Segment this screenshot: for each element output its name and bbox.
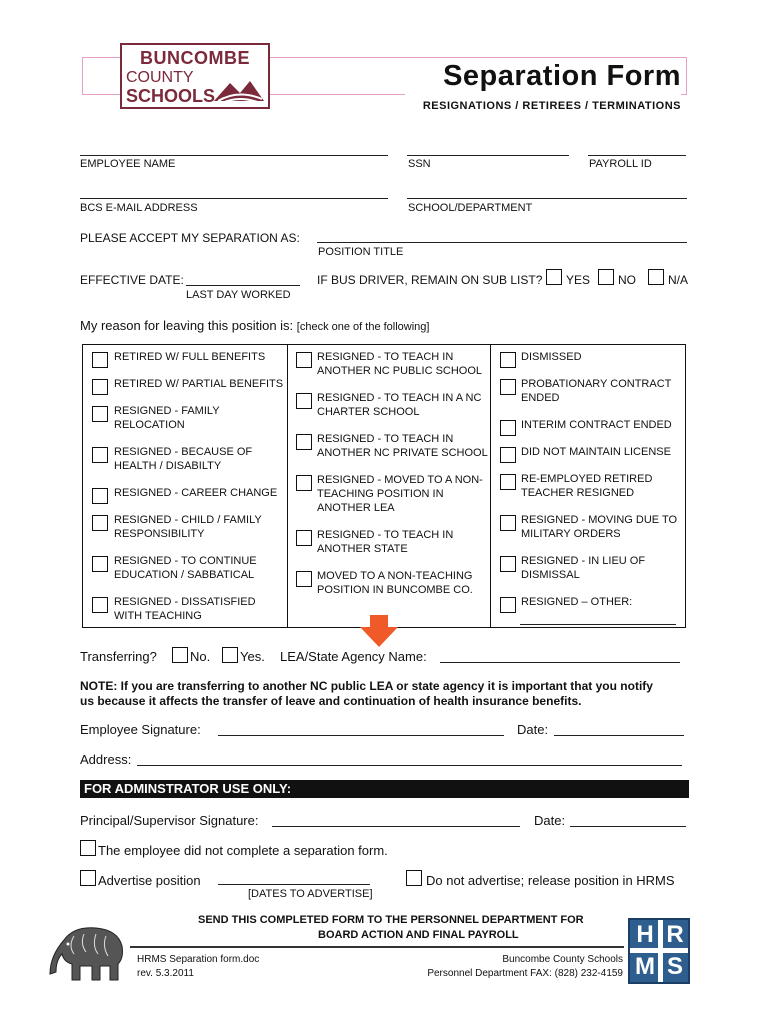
- bus-yes-label: YES: [566, 273, 591, 287]
- reason-option-label: RESIGNED - MOVED TO A NON-: [317, 474, 483, 486]
- bus-na-label: N/A: [668, 273, 689, 287]
- reason-checkbox[interactable]: [92, 488, 108, 504]
- reason-option-label: CHARTER SCHOOL: [317, 406, 420, 418]
- last-day-worked-label: LAST DAY WORKED: [186, 289, 291, 301]
- reason-option-label: ANOTHER STATE: [317, 543, 408, 555]
- page-title: Separation Form: [405, 60, 681, 96]
- reason-divider-2: [490, 344, 491, 628]
- advertise-label: Advertise position: [98, 873, 201, 888]
- reason-checkbox[interactable]: [92, 556, 108, 572]
- reason-option-label: RETIRED W/ PARTIAL BENEFITS: [114, 378, 284, 390]
- reason-checkbox[interactable]: [500, 420, 516, 436]
- bus-no-label: NO: [618, 273, 636, 287]
- reason-option-label: ENDED: [521, 392, 560, 404]
- reason-option-label: WITH TEACHING: [114, 610, 202, 622]
- employee-date-line[interactable]: [554, 735, 684, 736]
- reason-option-label: HEALTH / DISABILTY: [114, 460, 222, 472]
- transfer-yes-label: Yes.: [240, 649, 265, 664]
- reason-prompt: [80, 318, 429, 333]
- bus-na-checkbox[interactable]: [648, 269, 664, 285]
- reason-checkbox[interactable]: [92, 352, 108, 368]
- principal-date-label: Date:: [534, 813, 566, 828]
- org-name: Buncombe County Schools: [502, 954, 623, 965]
- reason-option-label: RESIGNED - TO TEACH IN: [317, 529, 454, 541]
- reason-option-label: ANOTHER NC PUBLIC SCHOOL: [317, 365, 483, 377]
- buncombe-logo: [120, 43, 270, 109]
- reason-checkbox[interactable]: [92, 515, 108, 531]
- reason-option-label: TEACHING POSITION IN: [317, 488, 444, 500]
- reason-option-label: INTERIM CONTRACT ENDED: [521, 419, 672, 431]
- transferring-label: Transferring?: [80, 649, 157, 664]
- no-advertise-checkbox[interactable]: [406, 870, 422, 886]
- reason-option-label: POSITION IN BUNCOMBE CO.: [317, 584, 473, 596]
- logo-line3: SCHOOLS: [126, 86, 216, 106]
- effective-date-label: EFFECTIVE DATE:: [80, 273, 184, 287]
- note-line-1: NOTE: If you are transferring to another NC public LEA or state agency it is important that you notify: [80, 679, 653, 693]
- reason-option-label: RESIGNED - FAMILY: [114, 405, 220, 417]
- hrms-r: R: [666, 921, 684, 948]
- reason-option-label: RETIRED W/ FULL BENEFITS: [114, 351, 266, 363]
- reason-prompt-text: My reason for leaving this position is:: [80, 318, 294, 333]
- reason-checkbox[interactable]: [500, 515, 516, 531]
- reason-option-label: RESIGNED - CHILD / FAMILY: [114, 514, 262, 526]
- transfer-no-label: No.: [190, 649, 211, 664]
- reason-checkbox[interactable]: [500, 447, 516, 463]
- advertise-dates-label: [DATES TO ADVERTISE]: [248, 888, 373, 900]
- reason-checkbox[interactable]: [92, 379, 108, 395]
- page-subtitle: RESIGNATIONS / RETIREES / TERMINATIONS: [422, 100, 681, 112]
- not-completed-checkbox[interactable]: [80, 840, 96, 856]
- agency-name-line[interactable]: [440, 662, 680, 663]
- reason-option-label: RESPONSIBILITY: [114, 528, 205, 540]
- employee-name-line[interactable]: [80, 155, 388, 156]
- reason-option-label: RESIGNED - DISSATISFIED: [114, 596, 256, 608]
- reason-checkbox[interactable]: [296, 393, 312, 409]
- reason-option-label: RE-EMPLOYED RETIRED: [521, 473, 653, 485]
- employee-signature-label: Employee Signature:: [80, 722, 201, 737]
- ssn-label: SSN: [408, 158, 431, 170]
- reason-divider-1: [287, 344, 288, 628]
- employee-date-label: Date:: [517, 722, 549, 737]
- payroll-id-line[interactable]: [588, 155, 686, 156]
- school-label: SCHOOL/DEPARTMENT: [408, 202, 533, 214]
- doc-rev: rev. 5.3.2011: [137, 968, 194, 979]
- hrms-h: H: [636, 921, 654, 948]
- reason-option-label: ANOTHER LEA: [317, 502, 395, 514]
- no-advertise-label: Do not advertise; release position in HRMS: [426, 873, 675, 888]
- reason-hint: [check one of the following]: [296, 321, 430, 333]
- other-reason-line[interactable]: [520, 624, 676, 625]
- email-label: BCS E-MAIL ADDRESS: [80, 202, 198, 214]
- reason-checkbox[interactable]: [296, 571, 312, 587]
- reason-option-label: RESIGNED - TO TEACH IN: [317, 433, 454, 445]
- note-line-2: us because it affects the transfer of leave and continuation of health insurance benefits.: [80, 694, 582, 708]
- reason-checkbox[interactable]: [296, 475, 312, 491]
- reason-option-label: DISMISSAL: [521, 569, 580, 581]
- hrms-s: S: [666, 953, 683, 980]
- hrms-m: M: [635, 953, 655, 980]
- transfer-no-checkbox[interactable]: [172, 647, 188, 663]
- reason-option-label: RESIGNED - TO CONTINUE: [114, 555, 257, 567]
- logo-line2: COUNTY: [126, 69, 194, 86]
- principal-signature-line[interactable]: [272, 826, 520, 827]
- arrow-down-icon: [360, 615, 398, 647]
- advertise-dates-line[interactable]: [218, 884, 370, 885]
- reason-option-label: RESIGNED - IN LIEU OF: [521, 555, 646, 567]
- reason-checkbox[interactable]: [500, 597, 516, 613]
- transfer-yes-checkbox[interactable]: [222, 647, 238, 663]
- employee-signature-line[interactable]: [218, 735, 504, 736]
- reason-option-label: MILITARY ORDERS: [521, 528, 621, 540]
- address-line[interactable]: [137, 765, 682, 766]
- reason-option-label: RESIGNED - BECAUSE OF: [114, 446, 253, 458]
- reason-option-label: RESIGNED - TO TEACH IN A NC: [317, 392, 482, 404]
- reason-checkbox[interactable]: [296, 352, 312, 368]
- reason-option-label: DID NOT MAINTAIN LICENSE: [521, 446, 671, 458]
- address-label: Address:: [80, 752, 132, 767]
- admin-section-bar: FOR ADMINSTRATOR USE ONLY:: [80, 780, 689, 798]
- reason-option-label: RELOCATION: [114, 419, 185, 431]
- reason-checkbox[interactable]: [296, 434, 312, 450]
- email-line[interactable]: [80, 198, 388, 199]
- reason-checkbox[interactable]: [296, 530, 312, 546]
- elephant-icon: [44, 922, 130, 984]
- reason-checkbox[interactable]: [92, 406, 108, 422]
- reason-checkbox[interactable]: [500, 379, 516, 395]
- not-completed-label: The employee did not complete a separation form.: [98, 843, 388, 858]
- reason-checkbox[interactable]: [500, 474, 516, 490]
- employee-name-label: EMPLOYEE NAME: [80, 158, 176, 170]
- reason-option-label: DISMISSED: [521, 351, 582, 363]
- reason-option-label: MOVED TO A NON-TEACHING: [317, 570, 473, 582]
- hrms-logo: [628, 918, 690, 984]
- reason-option-label: RESIGNED - MOVING DUE TO: [521, 514, 678, 526]
- send-line-2: BOARD ACTION AND FINAL PAYROLL: [318, 929, 519, 941]
- reason-option-label: TEACHER RESIGNED: [521, 487, 635, 499]
- advertise-checkbox[interactable]: [80, 870, 96, 886]
- reason-option-label: RESIGNED - CAREER CHANGE: [114, 487, 278, 499]
- reason-option-label: RESIGNED – OTHER:: [521, 596, 633, 608]
- principal-signature-label: Principal/Supervisor Signature:: [80, 813, 259, 828]
- position-title-line[interactable]: [317, 242, 687, 243]
- reason-option-label: PROBATIONARY CONTRACT: [521, 378, 672, 390]
- bus-driver-label: IF BUS DRIVER, REMAIN ON SUB LIST?: [317, 273, 543, 287]
- ssn-line[interactable]: [407, 155, 569, 156]
- footer-divider: [130, 946, 624, 948]
- payroll-id-label: PAYROLL ID: [589, 158, 652, 170]
- logo-line1: BUNCOMBE: [140, 48, 250, 68]
- school-line[interactable]: [407, 198, 687, 199]
- reason-checkbox[interactable]: [500, 352, 516, 368]
- mountain-icon: [212, 75, 266, 105]
- reason-checkbox[interactable]: [92, 447, 108, 463]
- reason-checkbox[interactable]: [92, 597, 108, 613]
- position-title-label: POSITION TITLE: [318, 246, 404, 258]
- agency-label: LEA/State Agency Name:: [280, 649, 427, 664]
- personnel-fax: Personnel Department FAX: (828) 232-4159: [427, 968, 623, 979]
- effective-date-line[interactable]: [186, 285, 300, 286]
- principal-date-line[interactable]: [570, 826, 686, 827]
- send-line-1: SEND THIS COMPLETED FORM TO THE PERSONNEL DEPARTMENT FOR: [198, 914, 584, 926]
- accept-separation-label: PLEASE ACCEPT MY SEPARATION AS:: [80, 231, 300, 245]
- reason-option-label: ANOTHER NC PRIVATE SCHOOL: [317, 447, 488, 459]
- reason-checkbox[interactable]: [500, 556, 516, 572]
- doc-name: HRMS Separation form.doc: [137, 954, 260, 965]
- bus-yes-checkbox[interactable]: [546, 269, 562, 285]
- reason-option-label: EDUCATION / SABBATICAL: [114, 569, 255, 581]
- reason-option-label: RESIGNED - TO TEACH IN: [317, 351, 454, 363]
- bus-no-checkbox[interactable]: [598, 269, 614, 285]
